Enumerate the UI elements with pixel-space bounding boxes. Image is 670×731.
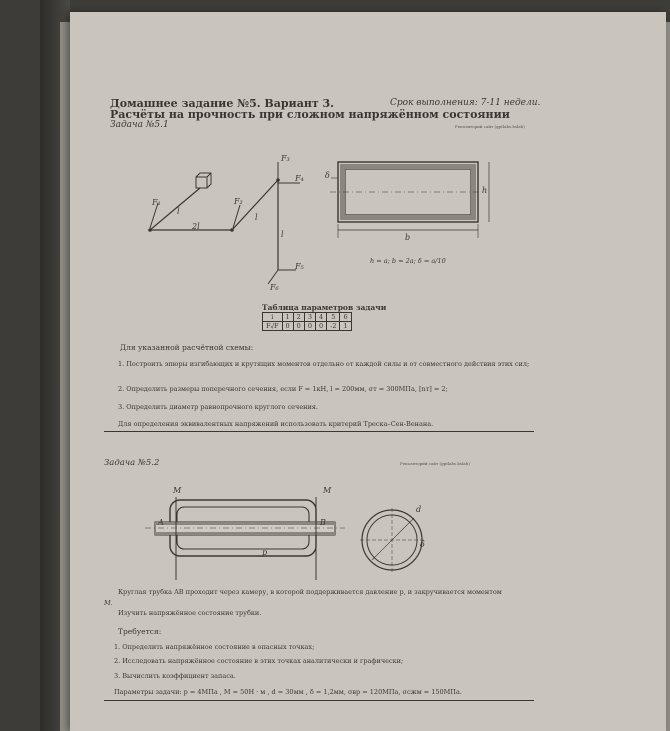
label-f5: F₅	[295, 262, 304, 271]
task2-label: Задача №5.2	[104, 458, 160, 468]
task2-parameters: Параметры задачи: p = 4МПа , M = 50Н · м , d = 30мм , δ = 1,2мм, σвр = 120МПа, σсжм = 150МПа.	[114, 688, 462, 696]
label-f3: F₃	[281, 154, 290, 163]
label-l-2: l	[255, 213, 258, 222]
deadline-text: Срок выполнения: 7-11 недели.	[390, 98, 541, 108]
label-delta-tube: δ	[420, 540, 425, 549]
task1-label: Задача №5.1	[110, 120, 169, 130]
task1-intro: Для указанной расчётной схемы:	[120, 343, 254, 352]
table-cell: 1	[340, 322, 351, 331]
parameter-table	[262, 312, 352, 331]
table-row	[263, 322, 352, 331]
table-cell: -2	[327, 322, 340, 331]
label-f1: F₁	[152, 198, 161, 207]
table-header-cell: 4	[315, 313, 326, 322]
label-f2: F₂	[234, 197, 243, 206]
table-header-cell: 1	[282, 313, 293, 322]
label-f6: F₆	[270, 283, 279, 292]
task2-study: Изучить напряжённое состояние трубки.	[118, 609, 262, 617]
tube-cross-section	[360, 508, 424, 572]
label-b-point: B	[320, 518, 326, 527]
label-2l: 2l	[192, 222, 200, 231]
task2-statement: Круглая трубка AB проходит через камеру, в которой поддерживается давление p, и закручивается моментом	[118, 588, 502, 596]
homework-title: Домашнее задание №5. Вариант 3.	[110, 97, 334, 110]
table-cell: 0	[315, 322, 326, 331]
label-delta: δ	[325, 171, 330, 180]
table-header-row	[263, 313, 352, 322]
table-header-cell: 6	[340, 313, 351, 322]
table-row-label: Fᵢ/F	[263, 322, 283, 331]
label-h: h	[482, 186, 488, 195]
task2-item-1: 1. Определить напряжённое состояние в опасных точках;	[114, 643, 315, 651]
label-d: d	[416, 505, 422, 514]
task1-item-3: 3. Определить диаметр равнопрочного круглого сечения.	[118, 403, 319, 411]
label-f4: F₄	[295, 174, 304, 183]
table-header-cell: 2	[293, 313, 304, 322]
table-header-cell: 3	[304, 313, 315, 322]
label-b: b	[405, 233, 411, 242]
task1-item-1: 1. Построить эпюры изгибающих и крутящих моментов отдельно от каждой силы и от совместного действия этих сил;	[118, 360, 530, 368]
task2-item-2: 2. Исследовать напряжённое состояние в этих точках аналитически и графически;	[114, 657, 404, 665]
table-cell: 0	[304, 322, 315, 331]
task2-provenance: Репозиторий сайт (gptlabs.bslab)	[400, 461, 470, 466]
table-header-cell: i	[263, 313, 283, 322]
label-l-1: l	[177, 207, 180, 216]
table-header-cell: 5	[327, 313, 340, 322]
task2-required: Требуется:	[118, 627, 162, 636]
task2-statement-cont: M.	[104, 599, 113, 607]
table-cell: 0	[282, 322, 293, 331]
tube-chamber-diagram	[145, 497, 345, 580]
task1-footer: Для определения эквивалентных напряжений использовать критерий Треска–Сен-Венана.	[118, 420, 434, 428]
homework-subtitle: Расчёты на прочность при сложном напряжённом состоянии	[110, 108, 510, 121]
label-m-right: M	[323, 486, 332, 495]
label-a: A	[158, 518, 164, 527]
task2-item-3: 3. Вычислить коэффициент запаса.	[114, 672, 236, 680]
table-title: Таблица параметров задачи	[262, 303, 387, 312]
label-m-left: M	[173, 486, 182, 495]
section-relation: h = a; b = 2a; δ = a/10	[370, 257, 446, 265]
label-p: p	[262, 548, 268, 557]
rect-section-diagram	[330, 162, 489, 238]
task1-item-2: 2. Определить размеры поперечного сечения, если F = 1кН, l = 200мм, σт = 300МПа, [nт] = 2;	[118, 385, 448, 393]
task2-divider	[104, 700, 534, 701]
table-cell: 0	[293, 322, 304, 331]
label-l-3: l	[281, 230, 284, 239]
task1-provenance: Репозиторий сайт (gptlabs.bslab)	[455, 124, 525, 129]
task1-divider	[104, 431, 534, 432]
